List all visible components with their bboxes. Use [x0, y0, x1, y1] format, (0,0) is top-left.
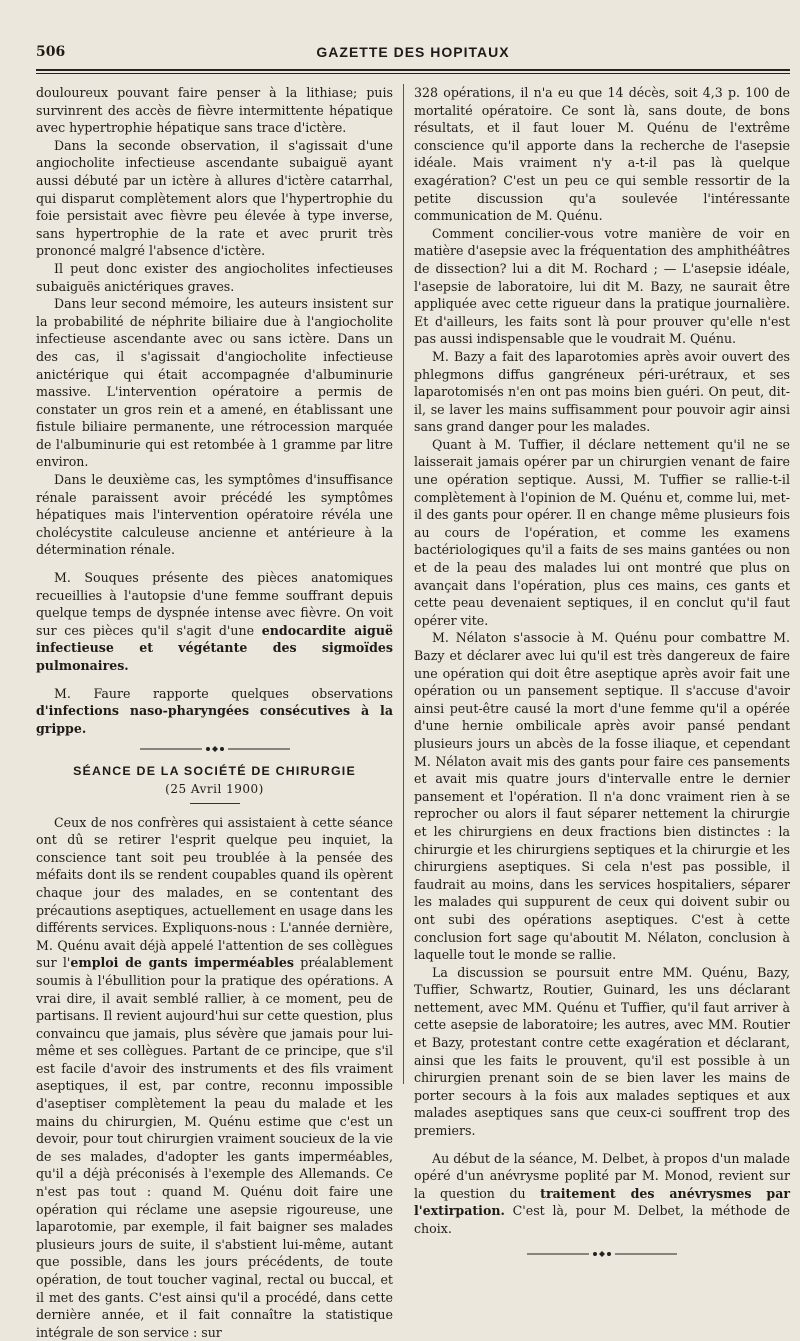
page-number: 506: [36, 44, 66, 60]
bold-phrase: endocardite aiguë infectieuse et végétante des sigmoïdes pulmonaires.: [36, 622, 393, 673]
paragraph: M. Nélaton s'associe à M. Quénu pour combattre M. Bazy et déclarer avec lui qu'il est très dangereux de faire une opération qui doit être aseptique après avoir fait une opération ou un pansement septique. Il s'accuse d'avoir ainsi peut-être causé la mort d'une femme qu'il a opérée d'une hernie ombilicale après avoir pansé pendant plusieurs jours un abcès de la fosse iliaque, et cependant M. Nélaton avait mis des gants pour faire ces pansements et avait mis quatre jours d'intervalle entre le dernier pansement et l'opération. Il n'a donc vraiment rien à se reprocher ou alors il faut séparer nettement la chirurgie et les chirurgiens en deux fractions bien distinctes : la chirurgie et les chirurgiens septiques et la chirurgie et les chirurgiens aseptiques. Si cela n'est pas possible, il faudrait au moins, dans les services hospitaliers, séparer les malades qui suppurent de ceux qui doivent subir ou ont subi des opérations aseptiques. C'est à cette conclusion fort sage qu'aboutit M. Nélaton, conclusion à laquelle tout le monde se rallie.: [414, 630, 790, 963]
section-date: (25 Avril 1900): [165, 781, 264, 796]
bold-phrase: d'infections naso-pharyngées consécutives à la grippe.: [36, 703, 393, 736]
paragraph-seance: Ceux de nos confrères qui assistaient à cette séance ont dû se retirer l'esprit quelque peu inquiet, la conscience tant soit peu troublée à la pensée des méfaits dont ils se rendent coupables quand ils opèrent chaque jour des malades, en se contentant des précautions aseptiques, actuellement en usage dans les différents services. Expliquons-nous : L'année dernière, M. Quénu avait déjà appelé l'attention de ses collègues sur l'emploi de gants imperméables préalablement soumis à l'ébullition pour la pratique des opérations. A vrai dire, il avait semblé rallier, à ce moment, peu de partisans. Il revient aujourd'hui sur cette question, plus convaincu que jamais, plus sévère que jamais pour lui-même et ses collègues. Partant de ce principe, que s'il est facile d'avoir des instruments et des fils vraiment aseptiques, il est, par contre, reconnu impossible d'aseptiser complètement la peau du malade et les mains du chirurgien, M. Quénu estime que c'est un devoir, pour tout chirurgien vraiment soucieux de la vie de ses malades, d'adopter les gants imperméables, qu'il a déjà préconisés à l'exemple des Allemands. Ce n'est pas tout : quand M. Quénu doit faire une opération qui réclame une asepsie rigoureuse, une laparotomie, par exemple, il fait baigner ses malades plusieurs jours de suite, il s'abstient lui-même, autant que possible, dans les jours précédents, de toute opération, de tout toucher vaginal, rectal ou buccal, et il met des gants. C'est ainsi qu'il a procédé, dans cette dernière année, et il fait connaître la statistique intégrale de son service : sur: [36, 814, 393, 1340]
column-divider: [403, 84, 404, 1084]
paragraph: Dans le deuxième cas, les symptômes d'insuffisance rénale paraissent avoir précédé les symptômes hépatiques mais l'intervention opératoire révéla une cholécystite calculeuse ancienne et antérieure à la détermination rénale.: [36, 472, 393, 558]
paragraph: La discussion se poursuit entre MM. Quénu, Bazy, Tuffier, Schwartz, Routier, Guinard, les uns déclarant nettement, avec MM. Quénu et Tuffier, qu'il faut arriver à cette asepsie de laboratoire; les autres, avec MM. Routier et Bazy, protestant contre cette exagération et déclarant, ainsi que les faits le prouvent, qu'il est possible à un chirurgien prenant soin de se bien laver les mains de porter secours à la fois aux malades septiques et aux malades aseptiques sans que ceux-ci souffrent trop des premiers.: [414, 964, 790, 1139]
journal-title: GAZETTE DES HOPITAUX: [316, 44, 510, 60]
page-header: [36, 40, 790, 66]
paragraph-delbet: Au début de la séance, M. Delbet, à propos d'un malade opéré d'un anévrysme poplité par M. Monod, revient sur la question du traitement des anévrysmes par l'extirpation. C'est là, pour M. Delbet, la méthode de choix.: [414, 1150, 790, 1236]
section-title: SÉANCE DE LA SOCIÉTÉ DE CHIRURGIE: [73, 764, 356, 779]
header-rule-thin: [36, 73, 790, 74]
paragraph: Il peut donc exister des angiocholites infectieuses subaiguës anictériques graves.: [36, 260, 393, 294]
paragraph: Comment concilier-vous votre manière de voir en matière d'asepsie avec la fréquentation des amphithéâtres de dissection? lui a dit M. Rochard ; — L'asepsie idéale, l'asepsie de laboratoire, lui dit M. Bazy, ne saurait être appliquée avec cette rigueur dans la pratique journalière. Et d'ailleurs, les faits sont là pour prouver qu'elle n'est pas aussi indispensable que le voudrait M. Quénu.: [414, 225, 790, 347]
right-column: [414, 84, 790, 1258]
section-heading: [36, 763, 393, 798]
section-ornament: [140, 745, 290, 753]
bold-phrase: emploi de gants imperméables: [70, 955, 295, 971]
paragraph: M. Bazy a fait des laparotomies après avoir ouvert des phlegmons diffus gangréneux péri-urétraux, et ses laparotomisés n'en ont pas moins bien guéri. On peut, dit-il, se laver les mains suffisamment pour pouvoir agir ainsi sans grand danger pour les malades.: [414, 348, 790, 435]
paragraph: Dans la seconde observation, il s'agissait d'une angiocholite infectieuse ascendante subaiguë ayant aussi débuté par un ictère à allures d'ictère catarrhal, qui disparut complètement alors que l'hypertrophie du foie persistait avec fièvre peu élevée à type inverse, sans hypertrophie de la rate et avec prurit très prononcé malgré l'absence d'ictère.: [36, 137, 393, 259]
short-rule: [190, 803, 240, 804]
paragraph: Quant à M. Tuffier, il déclare nettement qu'il ne se laisserait jamais opérer par un chirurgien venant de faire une opération septique. Aussi, M. Tuffier se rallie-t-il complètement à l'opinion de M. Quénu et, comme lui, met-il des gants pour opérer. Il en change même plusieurs fois au cours de l'opération, et comme les examens bactériologiques qu'il a faits de ses mains gantées ou non et de la peau des malades lui ont montré que plus on avançait dans l'opération, plus ces mains, ces gants et cette peau devenaient septiques, il en conclut qu'il faut opérer vite.: [414, 436, 790, 628]
left-column: [36, 84, 393, 1341]
paragraph-faure: M. Faure rapporte quelques observations d'infections naso-pharyngées consécutives à la grippe.: [36, 685, 393, 736]
bold-phrase: traitement des anévrysmes par l'extirpation.: [414, 1185, 790, 1219]
paragraph-souques: M. Souques présente des pièces anatomiques recueillies à l'autopsie d'une femme souffrant depuis quelque temps de dyspnée intense avec fièvre. On voit sur ces pièces qu'il s'agit d'une endocardite aiguë infectieuse et végétante des sigmoïdes pulmonaires.: [36, 570, 393, 673]
paragraph-continuation: douloureux pouvant faire penser à la lithiase; puis survinrent des accès de fièvre intermittente hépatique avec hypertrophie hépatique sans trace d'ictère.: [36, 85, 393, 136]
header-rule-thick: [36, 69, 790, 71]
paragraph-continuation: 328 opérations, il n'a eu que 14 décès, soit 4,3 p. 100 de mortalité opératoire. Ce sont là, sans doute, de bons résultats, et il faut louer M. Quénu de l'extrême conscience qu'il apporte dans la recherche de l'asepsie idéale. Mais vraiment n'y a-t-il pas là quelque exagération? C'est un peu ce qui semble ressortir de la petite discussion qu'a soulevée l'intéressante communication de M. Quénu.: [414, 85, 790, 224]
paragraph: Dans leur second mémoire, les auteurs insistent sur la probabilité de néphrite biliaire due à l'angiocholite infectieuse ascendante avec ou sans ictère. Dans un des cas, il s'agissait d'angiocholite infectieuse anictérique qui était accompagnée d'albuminurie massive. L'intervention opératoire a permis de constater un gros rein et a amené, en établissant une fistule biliaire permanente, une rétrocession marquée de l'albuminurie qui est retombée à 1 gramme par litre environ.: [36, 296, 393, 470]
end-ornament: [527, 1250, 677, 1258]
